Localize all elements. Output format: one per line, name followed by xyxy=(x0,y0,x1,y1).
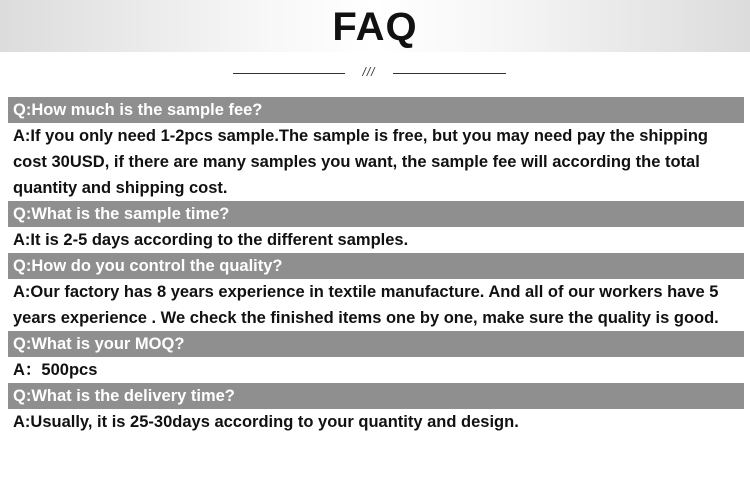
faq-item-sample-fee xyxy=(8,97,744,201)
faq-question: Q:What is the sample time? xyxy=(8,201,744,227)
faq-question: Q:What is your MOQ? xyxy=(8,331,744,357)
faq-answer: A:If you only need 1-2pcs sample.The sample is free, but you may need pay the shipping cost 30USD, if there are many samples you want, the sample fee will according the total quantity and shipping cost. xyxy=(13,127,708,197)
faq-question: Q:How do you control the quality? xyxy=(8,253,744,279)
divider-line-left xyxy=(233,73,345,74)
faq-item-moq xyxy=(8,331,744,383)
faq-item-delivery-time xyxy=(8,383,744,435)
faq-item-sample-time xyxy=(8,201,744,253)
faq-item-quality-control xyxy=(8,253,744,331)
faq-answer: A:It is 2-5 days according to the different samples. xyxy=(13,231,409,249)
faq-list xyxy=(8,97,744,435)
faq-question: Q:How much is the sample fee? xyxy=(8,97,744,123)
divider-mark: /// xyxy=(362,65,376,79)
page-title: FAQ xyxy=(332,5,418,49)
title-divider xyxy=(0,63,750,83)
faq-answer: A：500pcs xyxy=(13,361,98,379)
faq-answer: A:Our factory has 8 years experience in textile manufacture. And all of our workers have 5 years experience . We check the finished items one by one, make sure the quality is good. xyxy=(13,283,719,327)
faq-question: Q:What is the delivery time? xyxy=(8,383,744,409)
faq-answer: A:Usually, it is 25-30days according to your quantity and design. xyxy=(13,413,519,431)
divider-line-right xyxy=(393,73,506,74)
